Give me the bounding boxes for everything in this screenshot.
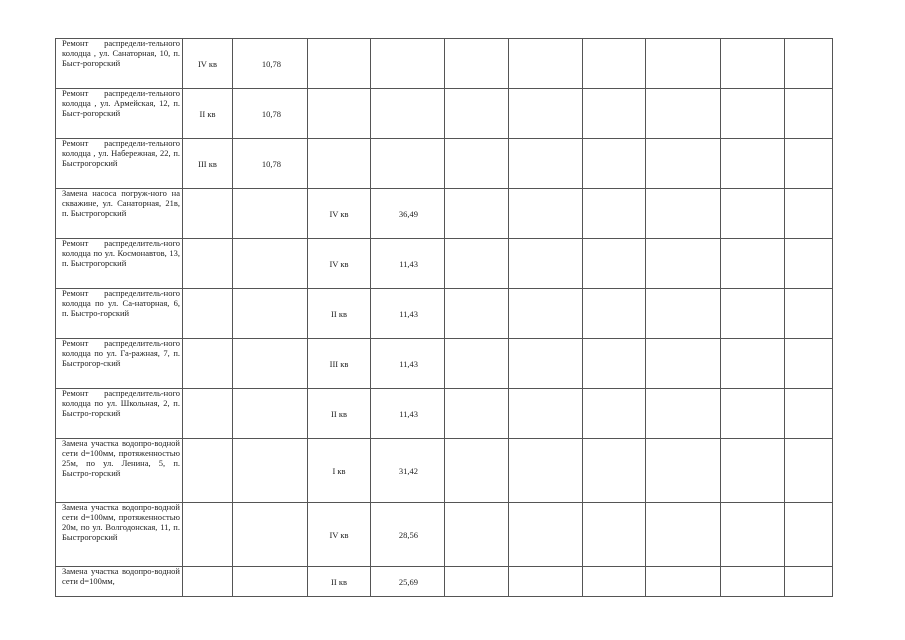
work-description: Ремонт распредели-тельного колодца , ул. Санаторная, 10, п. Быст-рогорский <box>56 39 183 89</box>
amount-cell: 10,78 <box>233 139 308 189</box>
table-row <box>56 339 833 389</box>
empty-cell <box>445 139 509 189</box>
empty-cell <box>721 439 785 503</box>
quarter-cell: II кв <box>308 389 371 439</box>
quarter-cell: III кв <box>308 339 371 389</box>
empty-cell <box>785 439 833 503</box>
empty-cell <box>646 189 721 239</box>
table-row <box>56 439 833 503</box>
empty-cell <box>445 439 509 503</box>
work-description: Ремонт распределитель-ного колодца по ул. Космонавтов, 13, п. Быстрогорский <box>56 239 183 289</box>
empty-cell <box>583 567 646 597</box>
quarter-cell <box>183 389 233 439</box>
quarter-cell <box>308 39 371 89</box>
amount-cell <box>233 289 308 339</box>
table-row <box>56 389 833 439</box>
amount-cell <box>371 139 445 189</box>
empty-cell <box>721 289 785 339</box>
empty-cell <box>445 39 509 89</box>
empty-cell <box>509 339 583 389</box>
amount-cell <box>371 89 445 139</box>
empty-cell <box>509 389 583 439</box>
amount-cell: 36,49 <box>371 189 445 239</box>
empty-cell <box>785 389 833 439</box>
empty-cell <box>445 503 509 567</box>
quarter-cell: IV кв <box>308 503 371 567</box>
empty-cell <box>785 503 833 567</box>
empty-cell <box>583 139 646 189</box>
amount-cell <box>233 339 308 389</box>
empty-cell <box>509 439 583 503</box>
work-description: Ремонт распредели-тельного колодца , ул. Армейская, 12, п. Быст-рогорский <box>56 89 183 139</box>
quarter-cell <box>183 439 233 503</box>
amount-cell <box>371 39 445 89</box>
empty-cell <box>721 389 785 439</box>
amount-cell: 10,78 <box>233 89 308 139</box>
empty-cell <box>509 567 583 597</box>
empty-cell <box>646 139 721 189</box>
empty-cell <box>785 567 833 597</box>
quarter-cell <box>183 503 233 567</box>
amount-cell: 28,56 <box>371 503 445 567</box>
empty-cell <box>445 189 509 239</box>
amount-cell <box>233 567 308 597</box>
quarter-cell <box>183 289 233 339</box>
amount-cell <box>233 239 308 289</box>
empty-cell <box>509 89 583 139</box>
empty-cell <box>445 239 509 289</box>
quarter-cell: IV кв <box>308 189 371 239</box>
quarter-cell <box>308 89 371 139</box>
works-table <box>55 38 833 597</box>
quarter-cell: I кв <box>308 439 371 503</box>
empty-cell <box>583 189 646 239</box>
empty-cell <box>646 389 721 439</box>
work-description: Замена участка водопро-водной сети d=100мм, протяженностью 20м, по ул. Волгодонская, 11, п. Быстрогорский <box>56 503 183 567</box>
quarter-cell: II кв <box>183 89 233 139</box>
work-description: Ремонт распредели-тельного колодца , ул. Набережная, 22, п. Быстрогорский <box>56 139 183 189</box>
empty-cell <box>509 289 583 339</box>
empty-cell <box>785 139 833 189</box>
table-row <box>56 39 833 89</box>
amount-cell <box>233 439 308 503</box>
empty-cell <box>785 89 833 139</box>
amount-cell <box>233 389 308 439</box>
amount-cell: 25,69 <box>371 567 445 597</box>
empty-cell <box>583 89 646 139</box>
quarter-cell: IV кв <box>308 239 371 289</box>
empty-cell <box>721 239 785 289</box>
empty-cell <box>509 239 583 289</box>
empty-cell <box>583 339 646 389</box>
empty-cell <box>785 339 833 389</box>
empty-cell <box>785 39 833 89</box>
work-description: Ремонт распределитель-ного колодца по ул. Школьная, 2, п. Быстро-горский <box>56 389 183 439</box>
empty-cell <box>509 189 583 239</box>
empty-cell <box>509 503 583 567</box>
quarter-cell <box>183 339 233 389</box>
empty-cell <box>509 39 583 89</box>
quarter-cell: II кв <box>308 289 371 339</box>
amount-cell: 11,43 <box>371 239 445 289</box>
empty-cell <box>721 89 785 139</box>
empty-cell <box>583 289 646 339</box>
empty-cell <box>646 567 721 597</box>
empty-cell <box>785 189 833 239</box>
empty-cell <box>721 189 785 239</box>
quarter-cell <box>183 239 233 289</box>
table-row <box>56 89 833 139</box>
table-row <box>56 289 833 339</box>
empty-cell <box>583 503 646 567</box>
amount-cell: 10,78 <box>233 39 308 89</box>
empty-cell <box>445 339 509 389</box>
work-description: Замена насоса погруж-ного на скважине, ул. Санаторная, 21в, п. Быстрогорский <box>56 189 183 239</box>
amount-cell: 11,43 <box>371 289 445 339</box>
amount-cell: 31,42 <box>371 439 445 503</box>
quarter-cell <box>183 567 233 597</box>
table-row <box>56 503 833 567</box>
empty-cell <box>785 239 833 289</box>
empty-cell <box>445 289 509 339</box>
work-description: Замена участка водопро-водной сети d=100мм, протяженностью 25м, по ул. Ленина, 5, п. Быстро-горский <box>56 439 183 503</box>
empty-cell <box>583 39 646 89</box>
quarter-cell <box>183 189 233 239</box>
empty-cell <box>583 439 646 503</box>
work-description: Замена участка водопро-водной сети d=100мм, <box>56 567 183 597</box>
empty-cell <box>646 289 721 339</box>
empty-cell <box>785 289 833 339</box>
empty-cell <box>646 89 721 139</box>
table-row <box>56 239 833 289</box>
empty-cell <box>721 39 785 89</box>
empty-cell <box>583 239 646 289</box>
table-row <box>56 567 833 597</box>
empty-cell <box>646 503 721 567</box>
empty-cell <box>445 89 509 139</box>
work-description: Ремонт распределитель-ного колодца по ул. Га-ражная, 7, п. Быстрогор-ский <box>56 339 183 389</box>
quarter-cell <box>308 139 371 189</box>
empty-cell <box>509 139 583 189</box>
quarter-cell: IV кв <box>183 39 233 89</box>
empty-cell <box>583 389 646 439</box>
amount-cell <box>233 503 308 567</box>
work-description: Ремонт распределитель-ного колодца по ул. Са-наторная, 6, п. Быстро-горский <box>56 289 183 339</box>
empty-cell <box>646 439 721 503</box>
table-row <box>56 189 833 239</box>
amount-cell: 11,43 <box>371 339 445 389</box>
empty-cell <box>721 503 785 567</box>
amount-cell: 11,43 <box>371 389 445 439</box>
amount-cell <box>233 189 308 239</box>
empty-cell <box>646 339 721 389</box>
quarter-cell: II кв <box>308 567 371 597</box>
quarter-cell: III кв <box>183 139 233 189</box>
empty-cell <box>646 239 721 289</box>
empty-cell <box>721 139 785 189</box>
empty-cell <box>445 389 509 439</box>
empty-cell <box>721 567 785 597</box>
empty-cell <box>445 567 509 597</box>
table-row <box>56 139 833 189</box>
empty-cell <box>721 339 785 389</box>
empty-cell <box>646 39 721 89</box>
